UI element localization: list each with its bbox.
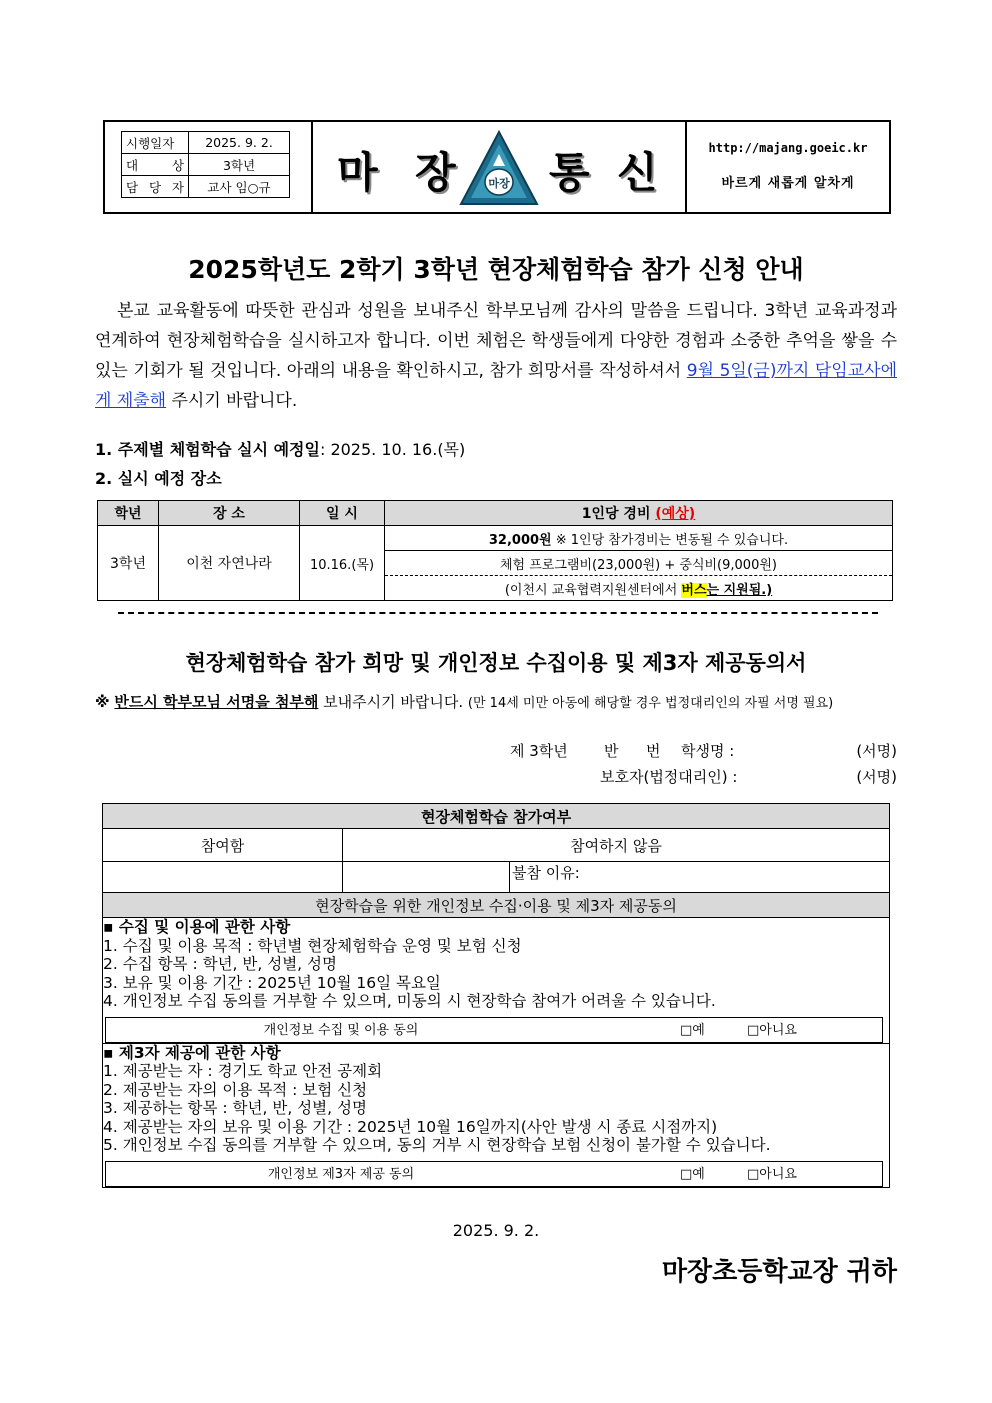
third-item: 5. 개인정보 수집 동의를 거부할 수 있으며, 동의 거부 시 현장학습 보험 신청이 불가할 수 있습니다. xyxy=(103,1136,771,1154)
third-party-section xyxy=(103,1043,890,1187)
bus-text-end: 는 지원됨.) xyxy=(706,582,773,598)
cell-grade: 3학년 xyxy=(98,526,159,601)
intro-paragraph xyxy=(95,296,897,416)
note-mark: ※ xyxy=(95,693,110,711)
cell-cost xyxy=(385,526,893,551)
recipient: 마장초등학교장 귀하 xyxy=(661,1257,897,1287)
meta-row xyxy=(122,132,290,154)
note-rest: 보내주시기 바랍니다. xyxy=(318,693,464,711)
item-place-label: 2. 실시 예정 장소 xyxy=(95,469,222,488)
participation-header-row xyxy=(103,804,890,829)
third-item: 2. 제공받는 자의 이용 목적 : 보험 신청 xyxy=(103,1080,368,1099)
third-item: 1. 제공받는 자 : 경기도 학교 안전 공제회 xyxy=(103,1062,383,1080)
signature-note xyxy=(95,691,833,712)
third-title: ▪ 제3자 제공에 관한 사항 xyxy=(103,1043,281,1062)
note-bold: 반드시 학부모님 서명을 첨부해 xyxy=(114,693,319,711)
not-attend-check-cell[interactable] xyxy=(343,862,510,893)
third-no-checkbox[interactable]: □아니요 xyxy=(747,1166,797,1182)
student-name-field[interactable]: 학생명 : xyxy=(681,742,735,760)
collect-agree-box xyxy=(105,1017,883,1043)
third-agree-box xyxy=(105,1161,883,1187)
absence-reason-field[interactable]: 불참 이유: xyxy=(510,862,890,893)
meta-row xyxy=(122,154,290,176)
intro-text: 본교 교육활동에 따뜻한 관심과 성원을 보내주신 학부모님께 감사의 말씀을 드립니다. 3학년 교육과정과 연계하여 현장체험학습을 실시하고자 합니다. 이번 체험은 학생들에게 다양한 경험과 소중한 추억을 쌓을 수 있는 기회가 될 것입니다. 아래의 내용을 확인하시고, 참가 희망서를 작성하셔서 xyxy=(95,301,897,381)
cell-date: 10.16.(목) xyxy=(300,526,385,601)
logo-char: 마 xyxy=(337,148,378,197)
collect-item: 3. 보유 및 이용 기간 : 2025년 10월 16일 목요일 xyxy=(103,973,441,992)
schedule-table xyxy=(97,500,893,601)
cost-breakdown: 체험 프로그램비(23,000원) + 중식비(9,000원) xyxy=(385,551,893,576)
parent-sign-mark: (서명) xyxy=(856,768,897,786)
document-date: 2025. 9. 2. xyxy=(452,1221,540,1240)
meta-value: 교사 임○규 xyxy=(189,176,290,198)
privacy-header: 현장학습을 위한 개인정보 수집·이용 및 제3자 제공동의 xyxy=(103,893,890,918)
collect-agree-label: 개인정보 수집 및 이용 동의 xyxy=(263,1022,419,1038)
number-label: 번 xyxy=(646,742,661,760)
col-date: 일 시 xyxy=(300,501,385,526)
col-place: 장 소 xyxy=(159,501,300,526)
collect-item: 2. 수집 항목 : 학년, 반, 성별, 성명 xyxy=(103,955,337,973)
third-yes-checkbox[interactable]: □예 xyxy=(680,1166,705,1182)
attend-check-cell[interactable] xyxy=(103,862,343,893)
collect-section-row xyxy=(103,918,890,1044)
col-cost xyxy=(385,501,893,526)
student-sign-mark: (서명) xyxy=(856,742,897,760)
bus-support xyxy=(385,576,893,601)
school-motto: 바르게 새롭게 알차게 xyxy=(721,176,855,191)
privacy-header-row xyxy=(103,893,890,918)
bus-word: 버스 xyxy=(681,582,707,598)
collect-yes-checkbox[interactable]: □예 xyxy=(680,1022,705,1038)
cut-line xyxy=(118,612,878,614)
collect-section xyxy=(103,918,890,1044)
collect-title: ▪ 수집 및 이용에 관한 사항 xyxy=(103,918,291,936)
meta-key: 대 상 xyxy=(122,154,189,176)
collect-no-checkbox[interactable]: □아니요 xyxy=(747,1022,797,1038)
school-emblem-icon xyxy=(459,130,539,208)
bus-text: (이천시 교육협력지원센터에서 xyxy=(504,582,682,598)
participation-header: 현장체험학습 참가여부 xyxy=(103,804,890,829)
note-small: (만 14세 미만 아동에 해당할 경우 법정대리인의 자필 서명 필요) xyxy=(467,696,834,711)
schedule-header-row xyxy=(98,501,893,526)
item-date-value: : 2025. 10. 16.(목) xyxy=(319,440,466,459)
school-url[interactable]: http://majang.goeic.kr xyxy=(708,141,868,155)
col-cost-label: 1인당 경비 xyxy=(581,506,651,522)
col-cost-note: (예상) xyxy=(655,506,696,522)
meta-key: 담 당 자 xyxy=(122,176,189,198)
meta-value: 3학년 xyxy=(189,154,290,176)
header-meta-cell xyxy=(105,122,313,212)
parent-name-field[interactable]: 보호자(법정대리인) : xyxy=(600,768,738,786)
student-prefix: 제 3학년 xyxy=(510,742,568,760)
attend-option[interactable]: 참여함 xyxy=(103,829,343,862)
cell-place: 이천 자연나라 xyxy=(159,526,300,601)
meta-row xyxy=(122,176,290,198)
logo-char: 통 xyxy=(549,148,590,197)
col-grade: 학년 xyxy=(98,501,159,526)
consent-table xyxy=(102,803,890,1188)
meta-value: 2025. 9. 2. xyxy=(189,132,290,154)
logo-char: 장 xyxy=(415,148,456,197)
meta-table xyxy=(121,131,290,198)
not-attend-option[interactable]: 참여하지 않음 xyxy=(343,829,890,862)
meta-key: 시행일자 xyxy=(122,132,189,154)
item-place xyxy=(95,466,222,489)
form-title: 현장체험학습 참가 희망 및 개인정보 수집이용 및 제3자 제공동의서 xyxy=(185,651,807,675)
newsletter-logo xyxy=(313,122,687,212)
intro-text-end: 주시기 바랍니다. xyxy=(166,391,298,411)
participation-options-row xyxy=(103,829,890,862)
item-date-label: 1. 주제별 체험학습 실시 예정일 xyxy=(95,440,320,459)
item-date xyxy=(95,437,465,460)
third-item: 4. 제공받는 자의 보유 및 이용 기간 : 2025년 10월 16일까지(사안 발생 시 종료 시점까지) xyxy=(103,1117,718,1136)
class-label: 반 xyxy=(604,742,619,760)
logo-char: 신 xyxy=(617,148,658,197)
cost-remark: ※ 1인당 참가경비는 변동될 수 있습니다. xyxy=(555,532,789,548)
collect-item: 4. 개인정보 수집 동의를 거부할 수 있으며, 미동의 시 현장학습 참여가 어려울 수 있습니다. xyxy=(103,992,716,1010)
participation-check-row xyxy=(103,862,890,893)
schedule-row xyxy=(98,526,893,551)
deadline-highlight: 9월 5일(금)까지 담임교사에게 제출해 xyxy=(95,361,897,411)
document-title: 2025학년도 2학기 3학년 현장체험학습 참가 신청 안내 xyxy=(188,255,804,284)
header-info-cell xyxy=(687,122,889,212)
collect-item: 1. 수집 및 이용 목적 : 학년별 현장체험학습 운영 및 보험 신청 xyxy=(103,936,522,955)
newsletter-header xyxy=(103,120,891,214)
cost-amount: 32,000원 xyxy=(488,532,552,548)
third-item: 3. 제공하는 항목 : 학년, 반, 성별, 성명 xyxy=(103,1099,367,1117)
third-section-row xyxy=(103,1043,890,1187)
svg-text:마장: 마장 xyxy=(488,177,510,190)
third-agree-label: 개인정보 제3자 제공 동의 xyxy=(267,1166,415,1182)
